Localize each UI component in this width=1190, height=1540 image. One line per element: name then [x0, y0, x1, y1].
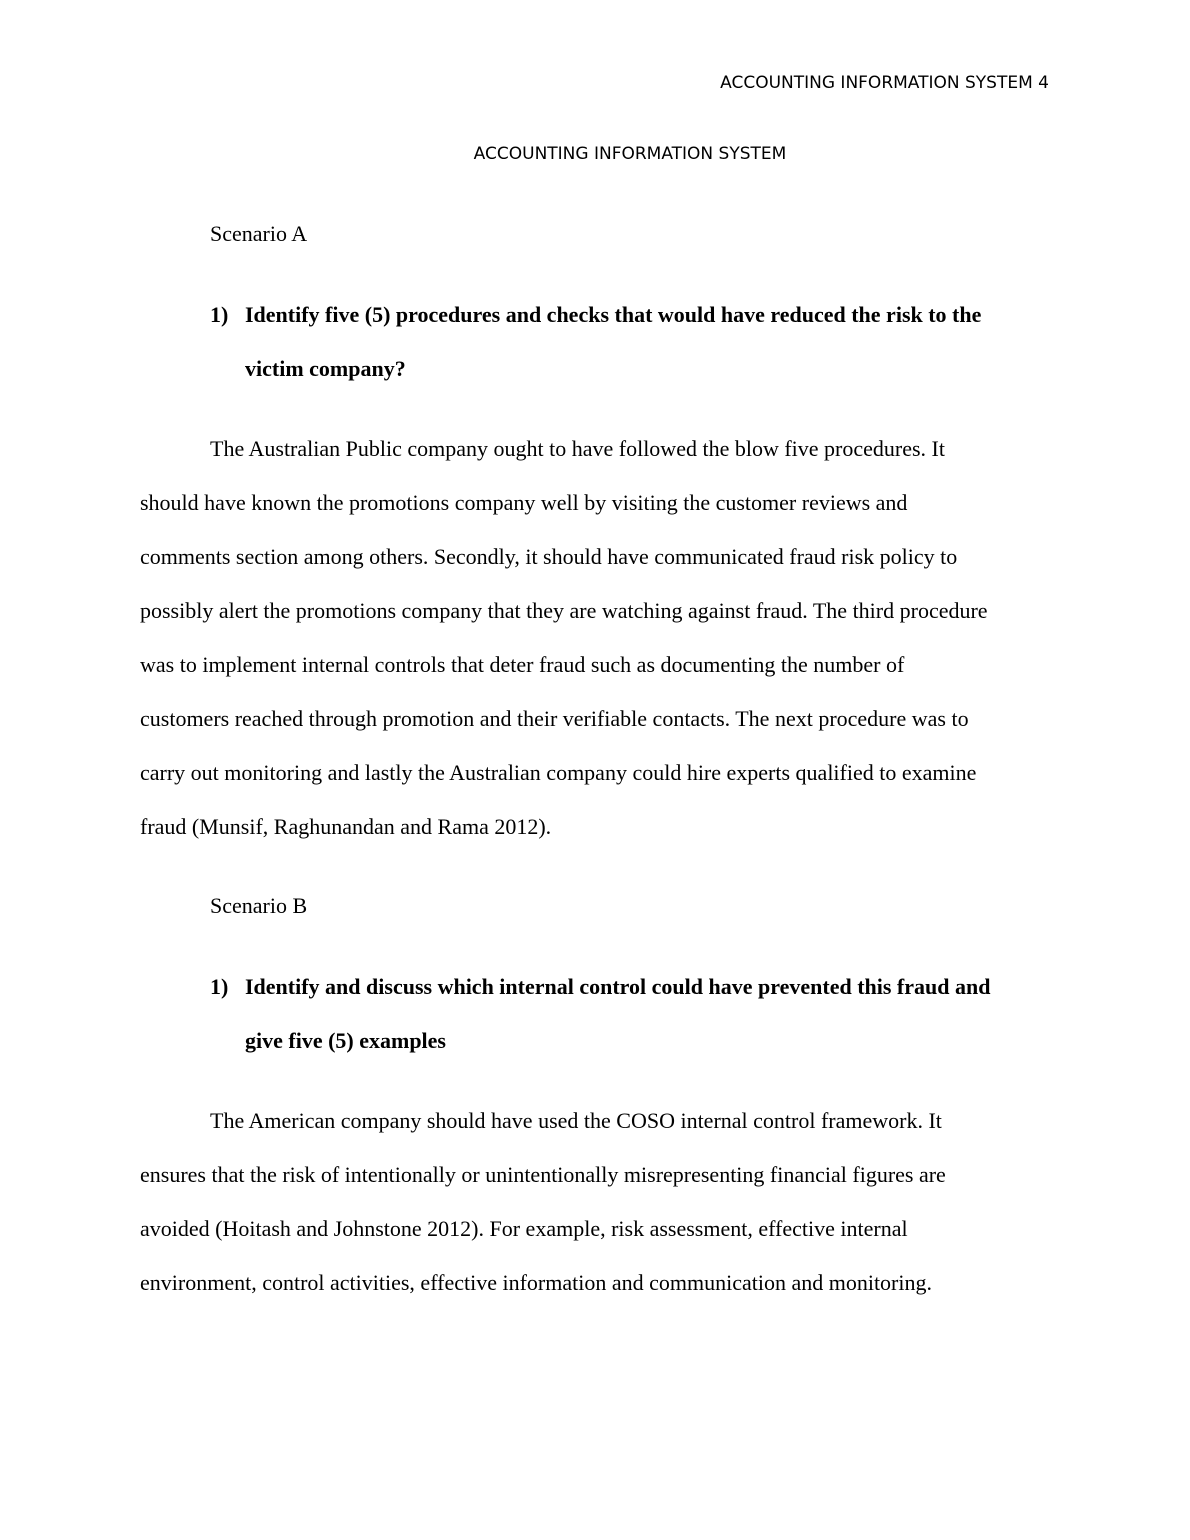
paragraph-line: avoided (Hoitash and Johnstone 2012). For example, risk assessment, effective internal — [140, 1216, 908, 1241]
document-title: ACCOUNTING INFORMATION SYSTEM — [473, 144, 787, 164]
paragraph-line: possibly alert the promotions company that they are watching against fraud. The third procedure — [140, 598, 988, 623]
scenario-a-answer — [140, 422, 1052, 854]
scenario-b-question-line: give five (5) examples — [245, 1028, 446, 1053]
paragraph-line: fraud (Munsif, Raghunandan and Rama 2012). — [140, 814, 552, 839]
paragraph-line: The Australian Public company ought to have followed the blow five procedures. It — [210, 436, 945, 461]
paragraph-line: comments section among others. Secondly, it should have communicated fraud risk policy to — [140, 544, 958, 569]
paragraph-line: customers reached through promotion and their verifiable contacts. The next procedure was to — [140, 706, 969, 731]
scenario-b-question-number: 1) — [210, 974, 229, 999]
scenario-b-question-line: Identify and discuss which internal control could have prevented this fraud and — [245, 974, 991, 999]
paragraph-line: was to implement internal controls that deter fraud such as documenting the number of — [140, 652, 905, 677]
paragraph-line: environment, control activities, effective information and communication and monitoring. — [140, 1270, 932, 1295]
paragraph-line: carry out monitoring and lastly the Australian company could hire experts qualified to examine — [140, 760, 977, 785]
scenario-a-question — [210, 288, 1050, 396]
scenario-a-label: Scenario A — [210, 221, 308, 246]
paragraph-line: ensures that the risk of intentionally or unintentionally misrepresenting financial figures are — [140, 1162, 946, 1187]
running-head: ACCOUNTING INFORMATION SYSTEM 4 — [720, 73, 1049, 93]
scenario-a-question-number: 1) — [210, 302, 229, 327]
scenario-a-question-line: Identify five (5) procedures and checks that would have reduced the risk to the — [245, 302, 982, 327]
scenario-b-question — [210, 960, 1050, 1068]
scenario-b-answer — [140, 1094, 1052, 1310]
scenario-b-label: Scenario B — [210, 893, 308, 918]
paragraph-line: The American company should have used the COSO internal control framework. It — [210, 1108, 942, 1133]
paragraph-line: should have known the promotions company well by visiting the customer reviews and — [140, 490, 908, 515]
scenario-a-question-line: victim company? — [245, 356, 406, 381]
